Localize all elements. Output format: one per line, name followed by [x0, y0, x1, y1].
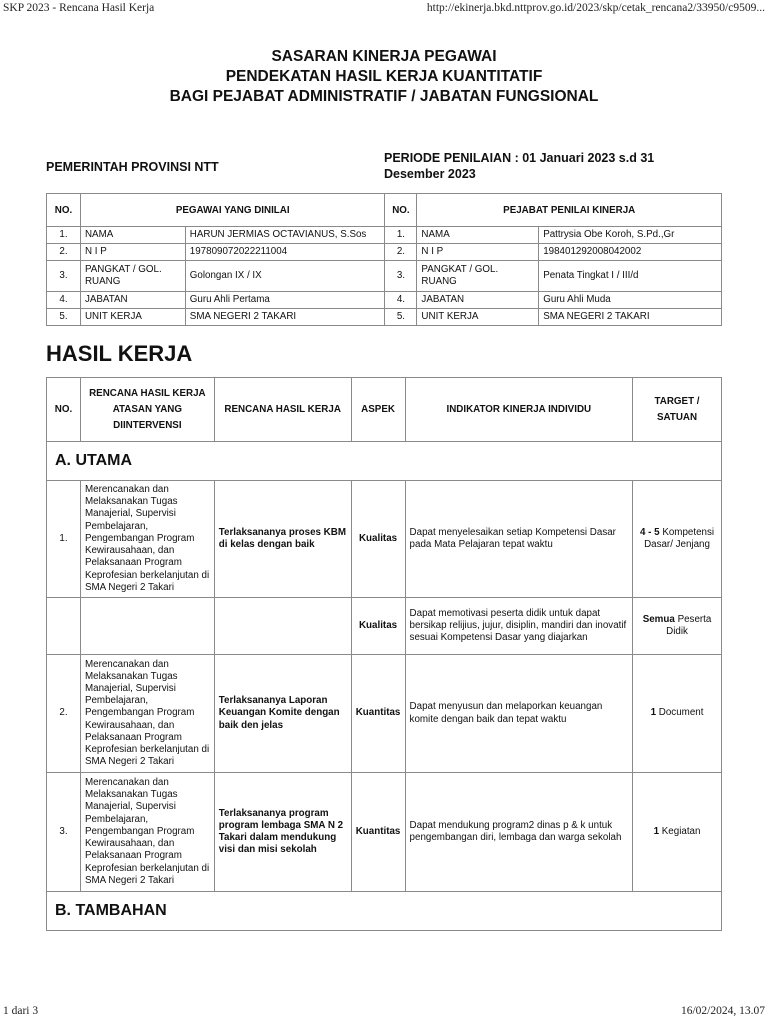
header-no-pegawai: NO.	[47, 194, 81, 227]
table-row	[47, 481, 722, 598]
row-no: 2.	[385, 244, 417, 261]
section-heading-utama: A. UTAMA	[47, 442, 722, 481]
row-no: 5.	[385, 309, 417, 326]
hasil-kerja-header	[47, 378, 722, 442]
document-title	[0, 47, 768, 107]
row-no: 1.	[47, 481, 81, 598]
row-value: Golongan IX / IX	[185, 261, 385, 292]
row-value: SMA NEGERI 2 TAKARI	[185, 309, 385, 326]
row-no: 4.	[47, 292, 81, 309]
row-rencana: Terlaksananya program program lembaga SMA N 2 Takari dalam mendukung visi dan misi sekolah	[214, 773, 351, 892]
row-aspek: Kualitas	[351, 481, 405, 598]
row-no: 3.	[47, 773, 81, 892]
header-no: NO.	[47, 378, 81, 442]
section-heading-tambahan: B. TAMBAHAN	[47, 892, 722, 931]
table-row	[47, 309, 722, 326]
row-no: 1.	[47, 227, 81, 244]
row-no: 2.	[47, 244, 81, 261]
row-no	[47, 598, 81, 655]
print-timestamp: 16/02/2024, 13.07	[680, 1005, 765, 1017]
header-indikator: INDIKATOR KINERJA INDIVIDU	[405, 378, 633, 442]
row-value: Guru Ahli Muda	[539, 292, 722, 309]
title-line-2: PENDEKATAN HASIL KERJA KUANTITATIF	[225, 68, 543, 85]
row-indikator: Dapat mendukung program2 dinas p & k untuk pengembangan diri, lembaga dan warga sekolah	[405, 773, 633, 892]
row-label: PANGKAT / GOL. RUANG	[80, 261, 185, 292]
header-target: TARGET / SATUAN	[633, 378, 722, 442]
header-pejabat-penilai: PEJABAT PENILAI KINERJA	[417, 194, 722, 227]
row-target	[633, 773, 722, 892]
row-no: 4.	[385, 292, 417, 309]
header-aspek: ASPEK	[351, 378, 405, 442]
pegawai-table-header	[47, 194, 722, 227]
hasil-kerja-table	[46, 377, 722, 931]
row-rencana: Terlaksananya proses KBM di kelas dengan baik	[214, 481, 351, 598]
periode-label: PERIODE PENILAIAN : 01 Januari 2023 s.d 31 Desember 2023	[384, 151, 655, 181]
row-label: UNIT KERJA	[417, 309, 539, 326]
table-row	[47, 655, 722, 773]
table-row	[47, 227, 722, 244]
row-value: HARUN JERMIAS OCTAVIANUS, S.Sos	[185, 227, 385, 244]
target-value: 1	[650, 707, 657, 719]
header-rencana-hasil: RENCANA HASIL KERJA	[214, 378, 351, 442]
row-no: 2.	[47, 655, 81, 773]
row-value: Pattrysia Obe Koroh, S.Pd.,Gr	[539, 227, 722, 244]
section-row-utama	[47, 442, 722, 481]
row-no: 1.	[385, 227, 417, 244]
print-header-title: SKP 2023 - Rencana Hasil Kerja	[3, 2, 155, 14]
row-no: 5.	[47, 309, 81, 326]
row-label: UNIT KERJA	[80, 309, 185, 326]
table-row	[47, 773, 722, 892]
table-row	[47, 598, 722, 655]
row-target	[633, 655, 722, 773]
print-header-url: http://ekinerja.bkd.nttprov.go.id/2023/skp/cetak_rencana2/33950/c9509...	[426, 2, 765, 14]
instansi-label: PEMERINTAH PROVINSI NTT	[46, 160, 219, 174]
target-unit: Kegiatan	[659, 825, 701, 837]
row-rencana	[214, 598, 351, 655]
header-no-pejabat: NO.	[385, 194, 417, 227]
row-atasan: Merencanakan dan Melaksanakan Tugas Manajerial, Supervisi Pembelajaran, Pengembangan Program Kewirausahaan, dan Pelaksanaan Program Keprofesian berkelanjutan di SMA Negeri 2 Takari	[80, 481, 214, 598]
row-value: SMA NEGERI 2 TAKARI	[539, 309, 722, 326]
row-indikator: Dapat menyelesaikan setiap Kompetensi Dasar pada Mata Pelajaran tepat waktu	[405, 481, 633, 598]
target-unit: Kompetensi Dasar/ Jenjang	[644, 526, 715, 550]
row-label: N I P	[417, 244, 539, 261]
section-title-hasil-kerja: HASIL KERJA	[46, 341, 193, 366]
title-line-3: BAGI PEJABAT ADMINISTRATIF / JABATAN FUNGSIONAL	[169, 88, 599, 105]
row-target	[633, 598, 722, 655]
target-value: 1	[653, 825, 660, 837]
row-atasan	[80, 598, 214, 655]
table-row	[47, 244, 722, 261]
row-label: NAMA	[80, 227, 185, 244]
pegawai-table	[46, 193, 722, 326]
row-value: Guru Ahli Pertama	[185, 292, 385, 309]
table-row	[47, 292, 722, 309]
row-label: PANGKAT / GOL. RUANG	[417, 261, 539, 292]
print-footer	[3, 1005, 765, 1021]
row-atasan: Merencanakan dan Melaksanakan Tugas Manajerial, Supervisi Pembelajaran, Pengembangan Program Kewirausahaan, dan Pelaksanaan Program Keprofesian berkelanjutan di SMA Negeri 2 Takari	[80, 655, 214, 773]
row-indikator: Dapat memotivasi peserta didik untuk dapat bersikap relijius, jujur, disiplin, mandiri dan inovatif sesuai Kompetensi Dasar yang diajarkan	[405, 598, 633, 655]
page-number: 1 dari 3	[3, 1005, 39, 1017]
row-value: Penata Tingkat I / III/d	[539, 261, 722, 292]
target-unit: Document	[656, 707, 704, 719]
title-line-1: SASARAN KINERJA PEGAWAI	[271, 48, 497, 65]
header-rencana-atasan: RENCANA HASIL KERJA ATASAN YANG DIINTERVENSI	[80, 378, 214, 442]
row-no: 3.	[47, 261, 81, 292]
row-value: 197809072022211004	[185, 244, 385, 261]
print-header	[3, 2, 765, 18]
row-target	[633, 481, 722, 598]
row-label: N I P	[80, 244, 185, 261]
row-rencana: Terlaksananya Laporan Keuangan Komite dengan baik den jelas	[214, 655, 351, 773]
row-aspek: Kuantitas	[351, 773, 405, 892]
row-label: JABATAN	[80, 292, 185, 309]
row-no: 3.	[385, 261, 417, 292]
row-aspek: Kualitas	[351, 598, 405, 655]
row-atasan: Merencanakan dan Melaksanakan Tugas Manajerial, Supervisi Pembelajaran, Pengembangan Program Kewirausahaan, dan Pelaksanaan Program Keprofesian berkelanjutan di SMA Negeri 2 Takari	[80, 773, 214, 892]
target-unit: Peserta Didik	[666, 613, 712, 637]
row-label: JABATAN	[417, 292, 539, 309]
row-value: 198401292008042002	[539, 244, 722, 261]
target-value: 4 - 5	[639, 526, 660, 538]
section-row-tambahan	[47, 892, 722, 931]
row-aspek: Kuantitas	[351, 655, 405, 773]
row-indikator: Dapat menyusun dan melaporkan keuangan komite dengan baik dan tepat waktu	[405, 655, 633, 773]
target-value: Semua	[642, 613, 675, 625]
row-label: NAMA	[417, 227, 539, 244]
table-row	[47, 261, 722, 292]
header-pegawai-dinilai: PEGAWAI YANG DINILAI	[80, 194, 385, 227]
